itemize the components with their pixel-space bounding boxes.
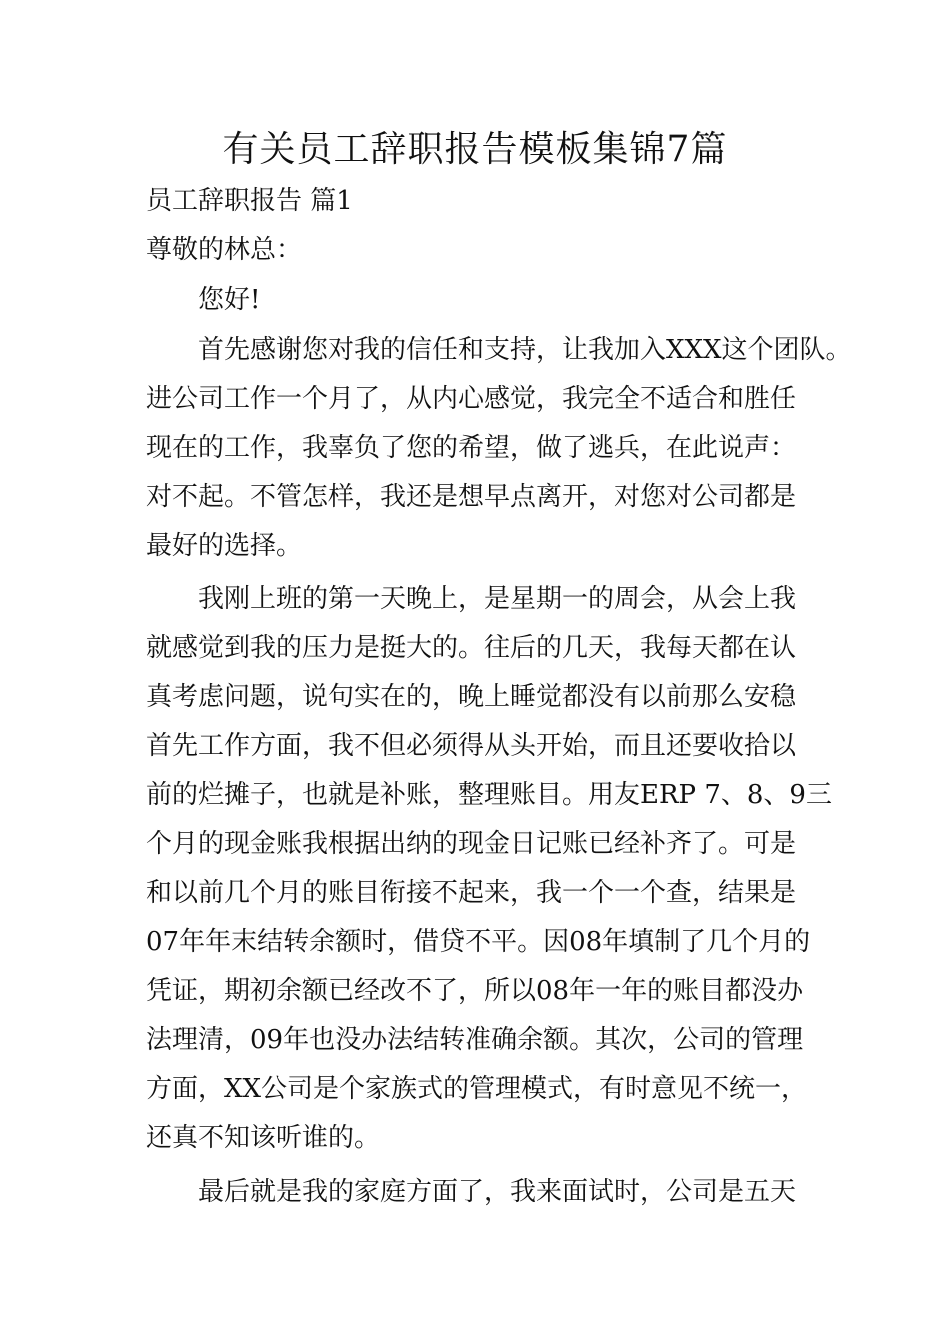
body-line: 最好的选择。 bbox=[146, 531, 303, 561]
body-line: 前的烂摊子，也就是补账，整理账目。用友ERP 7、8、9三 bbox=[146, 780, 832, 810]
body-line: 个月的现金账我根据出纳的现金日记账已经补齐了。可是 bbox=[146, 829, 797, 859]
body-line: 就感觉到我的压力是挺大的。往后的几天，我每天都在认 bbox=[146, 633, 797, 663]
document-title: 有关员工辞职报告模板集锦7篇 bbox=[222, 129, 728, 170]
body-line: 现在的工作，我辜负了您的希望，做了逃兵，在此说声： bbox=[146, 433, 797, 463]
body-line: 07年年末结转余额时，借贷不平。因08年填制了几个月的 bbox=[146, 927, 811, 957]
body-line: 凭证，期初余额已经改不了，所以08年一年的账目都没办 bbox=[146, 976, 804, 1006]
body-line: 我刚上班的第一天晚上，是星期一的周会，从会上我 bbox=[198, 584, 797, 614]
salutation: 尊敬的林总： bbox=[146, 235, 303, 265]
body-line: 首先工作方面，我不但必须得从头开始，而且还要收拾以 bbox=[146, 731, 797, 761]
section-heading: 员工辞职报告 篇1 bbox=[146, 186, 353, 216]
body-line: 方面，XX公司是个家族式的管理模式，有时意见不统一， bbox=[146, 1074, 808, 1104]
body-line: 对不起。不管怎样，我还是想早点离开，对您对公司都是 bbox=[146, 482, 797, 512]
body-line: 最后就是我的家庭方面了，我来面试时，公司是五天 bbox=[198, 1177, 797, 1207]
body-line: 和以前几个月的账目衔接不起来，我一个一个查，结果是 bbox=[146, 878, 797, 908]
body-line: 进公司工作一个月了，从内心感觉，我完全不适合和胜任 bbox=[146, 384, 797, 414]
body-line: 首先感谢您对我的信任和支持，让我加入XXX这个团队。 bbox=[198, 335, 852, 365]
body-line: 还真不知该听谁的。 bbox=[146, 1123, 381, 1153]
body-line: 法理清，09年也没办法结转准确余额。其次，公司的管理 bbox=[146, 1025, 804, 1055]
greeting: 您好! bbox=[198, 285, 261, 315]
body-line: 真考虑问题，说句实在的，晚上睡觉都没有以前那么安稳 bbox=[146, 682, 797, 712]
